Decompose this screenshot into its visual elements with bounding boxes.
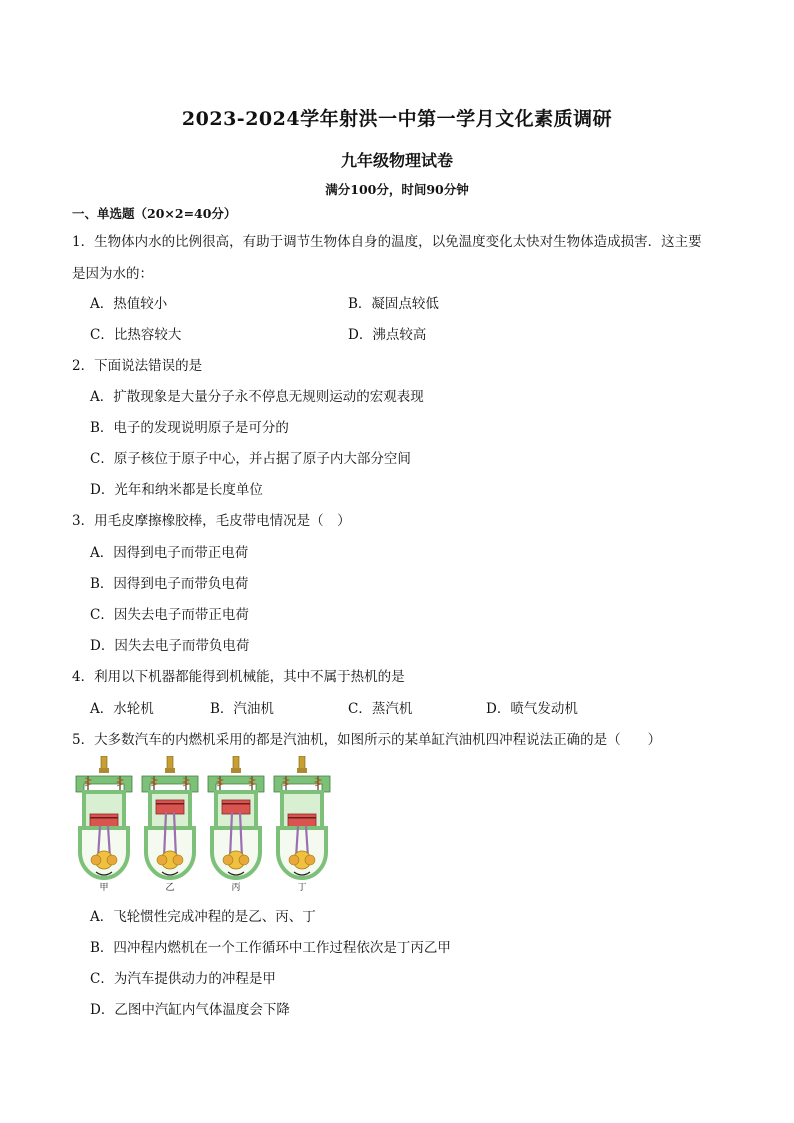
engine-diagram-4	[274, 756, 330, 893]
q4-option-a: A．水轮机	[90, 701, 154, 717]
exam-subtitle: 九年级物理试卷	[340, 151, 453, 170]
q3-option-b: B．因得到电子而带负电荷	[90, 576, 249, 592]
engine-diagram-2	[142, 756, 198, 893]
q1-option-c: C．比热容较大	[90, 327, 182, 343]
section-heading: 一、单选题（20×2=40分）	[72, 206, 237, 221]
piston	[288, 814, 316, 828]
q1-stem-line2: 是因为水的：	[72, 266, 153, 282]
spark-plug-base	[297, 768, 307, 773]
piston	[156, 800, 184, 814]
spark-plug-base	[99, 768, 109, 773]
q4-option-c: C．蒸汽机	[348, 701, 413, 717]
crank-weight	[305, 855, 315, 865]
crank-weight	[289, 855, 299, 865]
q2-option-b: B．电子的发现说明原子是可分的	[90, 420, 289, 436]
q3-option-a: A．因得到电子而带正电荷	[90, 545, 249, 561]
spark-plug-base	[231, 768, 241, 773]
piston-ring	[90, 817, 118, 819]
exam-title: 2023-2024学年射洪一中第一学月文化素质调研	[181, 108, 613, 130]
figure-label-1: 甲	[99, 883, 109, 893]
q3-option-c: C．因失去电子而带正电荷	[90, 607, 249, 623]
piston	[222, 800, 250, 814]
q1-stem-line1: 1．生物体内水的比例很高，有助于调节生物体自身的温度，以免温度变化太快对生物体造成损害．这主要	[72, 234, 702, 250]
q2-option-d: D．光年和纳米都是长度单位	[90, 482, 263, 498]
engine-diagram-1	[76, 756, 132, 893]
piston	[90, 814, 118, 828]
q5-option-a: A．飞轮惯性完成冲程的是乙、丙、丁	[90, 909, 316, 925]
piston-ring	[156, 803, 184, 805]
q5-stem: 5．大多数汽车的内燃机采用的都是汽油机，如图所示的某单缸汽油机四冲程说法正确的是（ ）	[72, 732, 662, 748]
spark-plug	[167, 756, 173, 770]
crank-weight	[157, 855, 167, 865]
engine-stroke-figure	[72, 756, 342, 894]
q4-option-b: B．汽油机	[210, 701, 274, 717]
spark-plug-base	[165, 768, 175, 773]
piston-ring	[222, 803, 250, 805]
crank-weight	[107, 855, 117, 865]
piston-ring	[288, 817, 316, 819]
q2-option-a: A．扩散现象是大量分子永不停息无规则运动的宏观表现	[90, 389, 424, 405]
q1-option-b: B．凝固点较低	[348, 296, 439, 312]
figure-label-2: 乙	[165, 883, 175, 893]
crank-weight	[239, 855, 249, 865]
q1-option-d: D．沸点较高	[348, 327, 427, 343]
q3-option-d: D．因失去电子而带负电荷	[90, 638, 250, 654]
figure-label-3: 丙	[231, 883, 241, 893]
spark-plug	[233, 756, 239, 770]
q2-option-c: C．原子核位于原子中心，并占据了原子内大部分空间	[90, 451, 411, 467]
spark-plug	[299, 756, 305, 770]
crank-weight	[223, 855, 233, 865]
q4-option-d: D．喷气发动机	[486, 701, 578, 717]
figure-label-4: 丁	[297, 883, 307, 893]
q3-stem: 3．用毛皮摩擦橡胶棒，毛皮带电情况是（ ）	[72, 513, 351, 529]
q2-stem: 2．下面说法错误的是	[72, 358, 203, 374]
engine-diagram-3	[208, 756, 264, 893]
q5-option-c: C．为汽车提供动力的冲程是甲	[90, 971, 276, 987]
q4-stem: 4．利用以下机器都能得到机械能，其中不属于热机的是	[72, 669, 405, 685]
crank-weight	[91, 855, 101, 865]
spark-plug	[101, 756, 107, 770]
engine-stroke-diagram	[72, 756, 342, 894]
q1-option-a: A．热值较小	[90, 296, 168, 312]
q5-option-d: D．乙图中汽缸内气体温度会下降	[90, 1002, 290, 1018]
exam-meta: 满分100分，时间90分钟	[325, 182, 469, 197]
q5-option-b: B．四冲程内燃机在一个工作循环中工作过程依次是丁丙乙甲	[90, 940, 451, 956]
crank-weight	[173, 855, 183, 865]
